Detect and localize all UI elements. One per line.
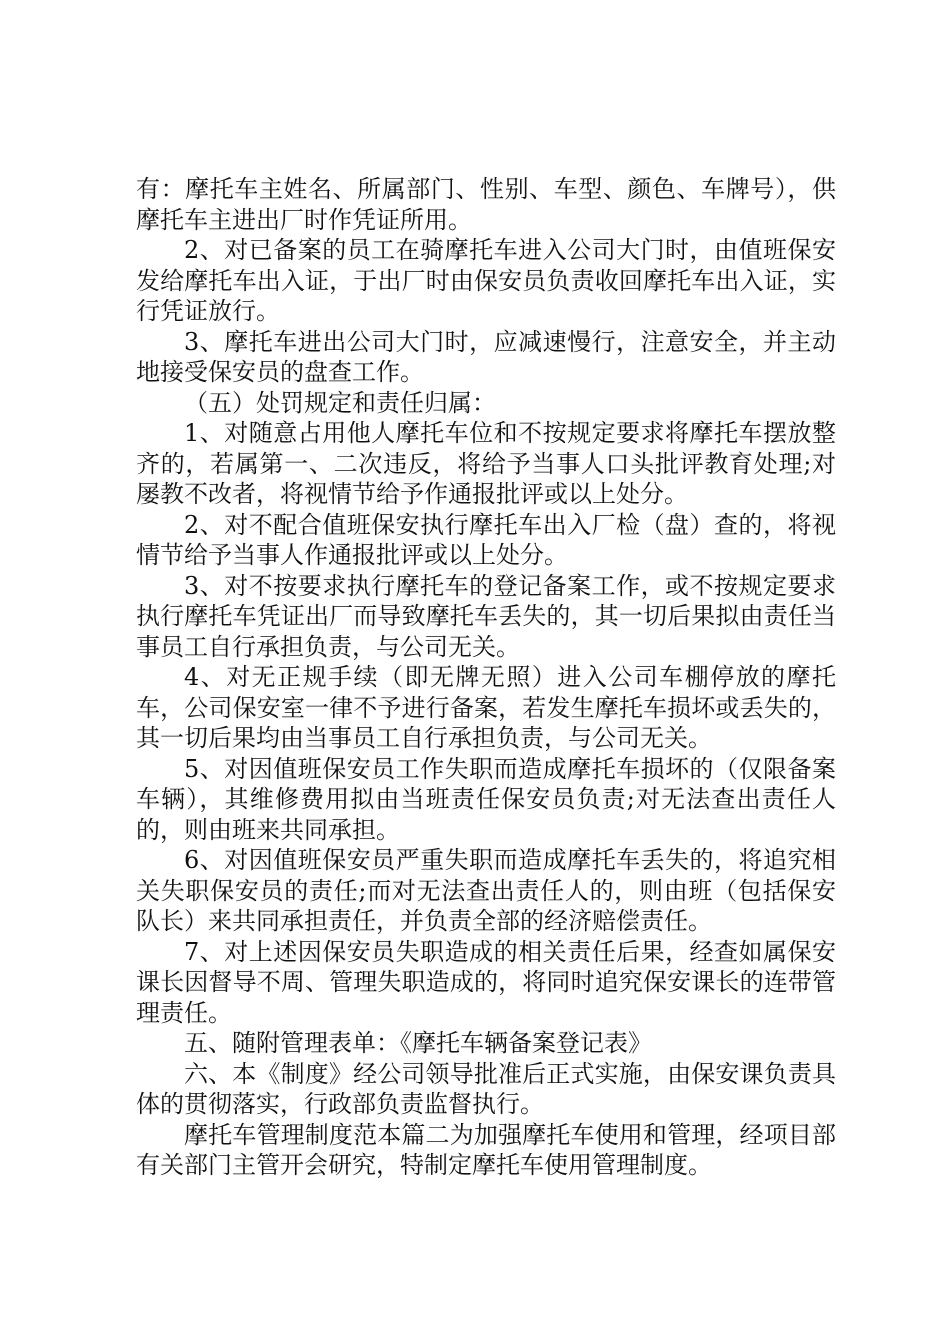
paragraph-item-2-pass-issue: 2、对已备案的员工在骑摩托车进入公司大门时，由值班保安发给摩托车出入证，于出厂时由保安员负责收回摩托车出入证，实行凭证放行。 (136, 236, 836, 325)
paragraph-penalty-3: 3、对不按要求执行摩托车的登记备案工作，或不按规定要求执行摩托车凭证出厂而导致摩托车丢失的，其一切后果拟由责任当事员工自行承担负责，与公司无关。 (136, 571, 836, 661)
paragraph-continuation: 有：摩托车主姓名、所属部门、性别、车型、颜色、车牌号），供摩托车主进出厂时作凭证所用。 (136, 175, 836, 234)
paragraph-penalty-2: 2、对不配合值班保安执行摩托车出入厂检（盘）查的，将视情节给予当事人作通报批评或以上处分。 (136, 510, 836, 569)
section-heading-penalties: （五）处罚规定和责任归属： (184, 388, 496, 417)
paragraph-template-two-intro: 摩托车管理制度范本篇二为加强摩托车使用和管理，经项目部有关部门主管开会研究，特制定摩托车使用管理制度。 (136, 1120, 836, 1179)
paragraph-penalty-6: 6、对因值班保安员严重失职而造成摩托车丢失的，将追究相关失职保安员的责任;而对无法查出责任人的，则由班（包括保安队长）来共同承担责任，并负责全部的经济赔偿责任。 (136, 846, 836, 935)
paragraph-penalty-7: 7、对上述因保安员失职造成的相关责任后果，经查如属保安课长因督导不周、管理失职造成的，将同时追究保安课长的连带管理责任。 (136, 937, 836, 1027)
paragraph-penalty-4: 4、对无正规手续（即无牌无照）进入公司车棚停放的摩托车，公司保安室一律不予进行备案，若发生摩托车损坏或丢失的，其一切后果均由当事员工自行承担负责，与公司无关。 (136, 663, 836, 752)
paragraph-penalty-5: 5、对因值班保安员工作失职而造成摩托车损坏的（仅限备案车辆），其维修费用拟由当班责任保安员负责;对无法查出责任人的，则由班来共同承担。 (136, 754, 836, 844)
paragraph-implementation: 六、本《制度》经公司领导批准后正式实施，由保安课负责具体的贯彻落实，行政部负责监督执行。 (136, 1059, 836, 1118)
paragraph-penalty-1: 1、对随意占用他人摩托车位和不按规定要求将摩托车摆放整齐的，若属第一、二次违反，将给予当事人口头批评教育处理;对屡教不改者，将视情节给予作通报批评或以上处分。 (136, 419, 836, 508)
paragraph-item-3-slow-down: 3、摩托车进出公司大门时，应减速慢行，注意安全，并主动地接受保安员的盘查工作。 (136, 327, 836, 386)
document-body (136, 174, 836, 1181)
paragraph-attached-forms: 五、随附管理表单：《摩托车辆备案登记表》 (184, 1029, 652, 1057)
